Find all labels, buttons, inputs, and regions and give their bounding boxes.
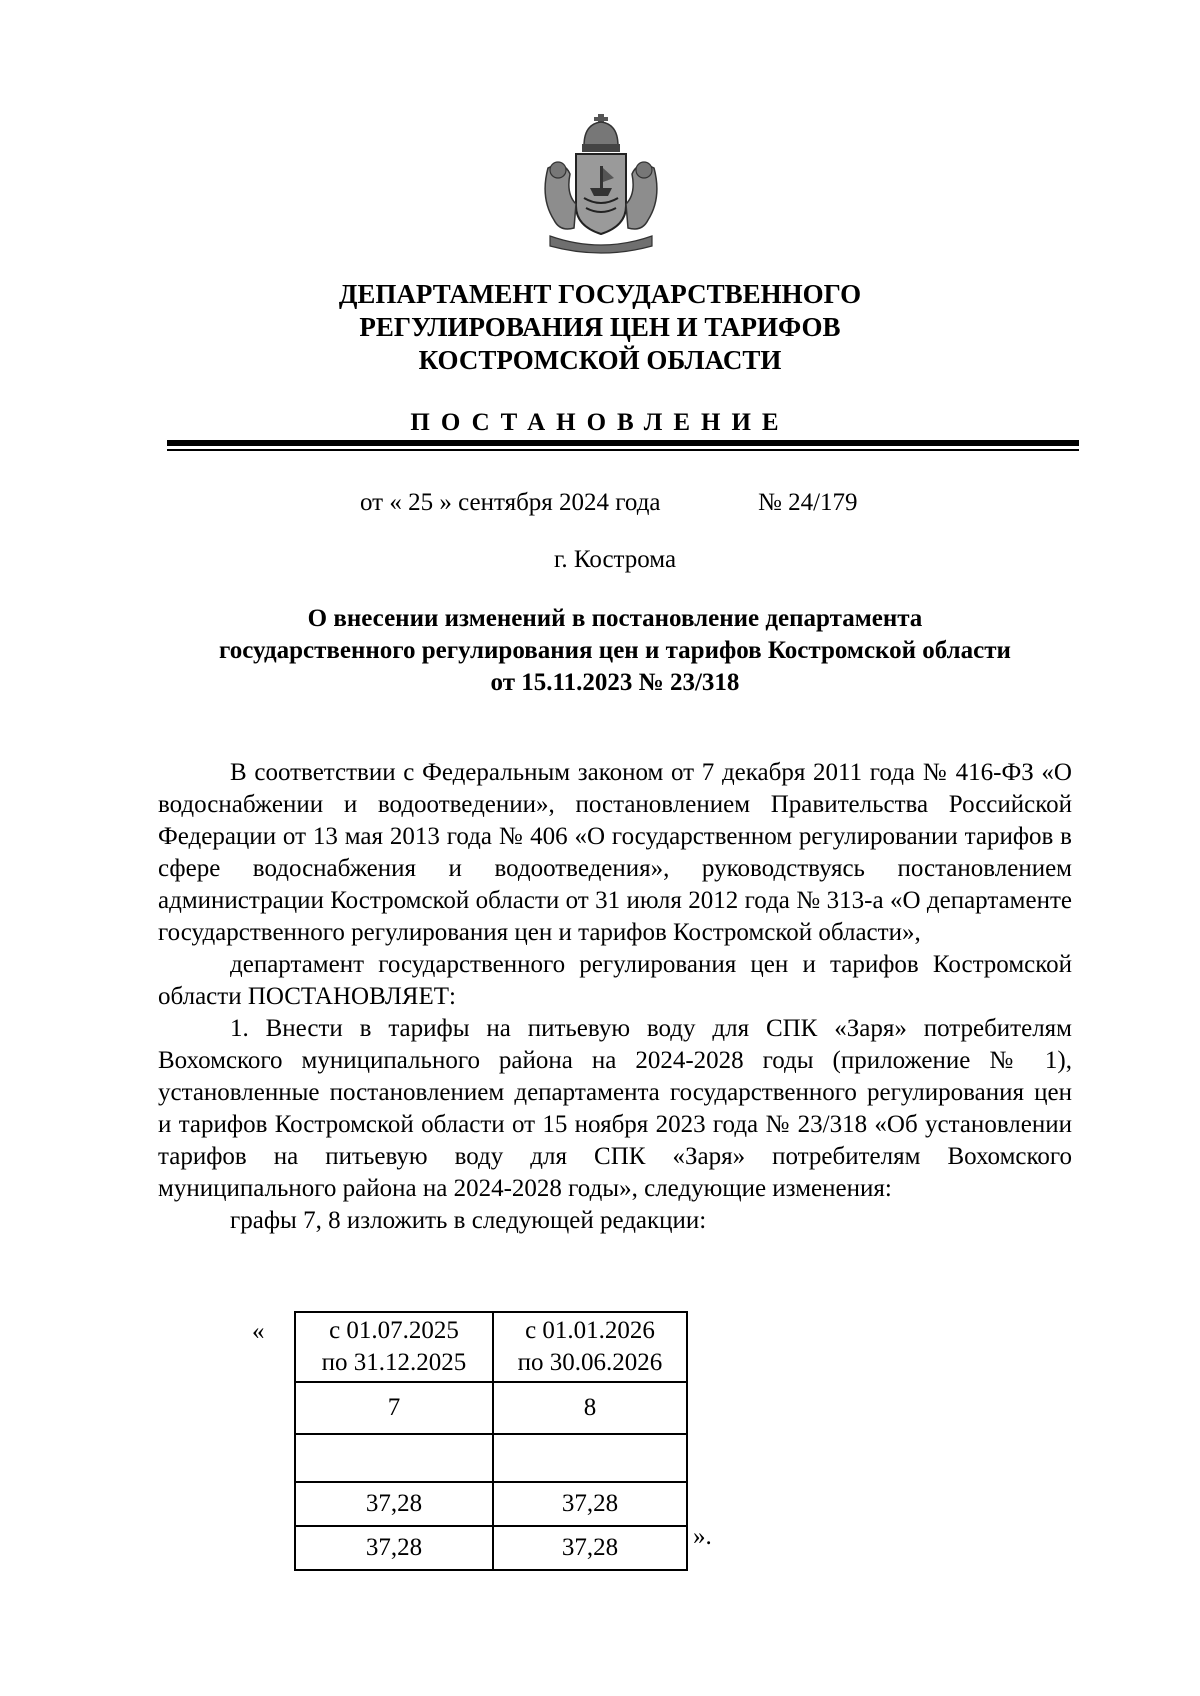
- document-subject: [150, 603, 1080, 699]
- department-line: РЕГУЛИРОВАНИЯ ЦЕН И ТАРИФОВ: [359, 312, 841, 342]
- table-column-number-row: [295, 1382, 687, 1434]
- table-header-cell: [493, 1312, 687, 1382]
- department-name: [0, 278, 1200, 377]
- department-line: ДЕПАРТАМЕНТ ГОСУДАРСТВЕННОГО: [338, 279, 862, 309]
- document-type-title: ПОСТАНОВЛЕНИЕ: [410, 409, 790, 436]
- table-cell: [493, 1434, 687, 1482]
- tariff-table: [294, 1311, 688, 1571]
- table-cell: [295, 1434, 493, 1482]
- kostroma-coat-of-arms-icon: [540, 108, 688, 260]
- document-date: от « 25 » сентября 2024 года: [360, 489, 661, 516]
- table-cell: 37,28: [493, 1482, 687, 1526]
- table-header-row: [295, 1312, 687, 1382]
- preamble-paragraph: В соответствии с Федеральным законом от 7 декабря 2011 года № 416-ФЗ «О водоснабжении и водоотведении», постановлением Правительства Российской Федерации от 13 мая 2013 года № 406 «О государственном регулировании тарифов в сфере водоснабжения и водоотведения», руководствуясь постановлением администрации Костромской области от 31 июля 2012 года № 313-а «О департаменте государственного регулирования цен и тарифов Костромской области»,: [158, 759, 1072, 946]
- column-number-cell: 7: [295, 1382, 493, 1434]
- table-quote-close: ».: [693, 1523, 712, 1550]
- table-row: [295, 1526, 687, 1570]
- column-number-cell: 8: [493, 1382, 687, 1434]
- header-divider-thick: [167, 440, 1079, 446]
- header-divider-thin: [167, 449, 1079, 451]
- period-start: с 01.01.2026: [525, 1317, 655, 1344]
- period-end: по 31.12.2025: [321, 1349, 467, 1376]
- table-cell: 37,28: [295, 1482, 493, 1526]
- item-1-paragraph: 1. Внести в тарифы на питьевую воду для СПК «Заря» потребителям Вохомского муниципального района на 2024-2028 годы (приложение № 1), установленные постановлением департамента государственного регулирования цен и тарифов Костромской области от 15 ноября 2023 года № 23/318 «Об установлении тарифов на питьевую воду для СПК «Заря» потребителям Вохомского муниципального района на 2024-2028 годы», следующие изменения:: [158, 1015, 1072, 1202]
- subject-line: от 15.11.2023 № 23/318: [490, 669, 740, 696]
- document-city: г. Кострома: [553, 546, 677, 573]
- document-body: [158, 757, 1072, 1237]
- subject-line: О внесении изменений в постановление департамента: [307, 605, 923, 632]
- table-header-cell: [295, 1312, 493, 1382]
- table-cell: 37,28: [493, 1526, 687, 1570]
- period-end: по 30.06.2026: [517, 1349, 663, 1376]
- table-row: [295, 1482, 687, 1526]
- table-row: [295, 1434, 687, 1482]
- table-quote-open: «: [252, 1318, 265, 1345]
- document-number: № 24/179: [758, 489, 858, 516]
- graphs-line: графы 7, 8 изложить в следующей редакции:: [230, 1207, 707, 1234]
- resolution-paragraph: департамент государственного регулирования цен и тарифов Костромской области ПОСТАНОВЛЯЕТ:: [158, 951, 1072, 1010]
- department-line: КОСТРОМСКОЙ ОБЛАСТИ: [418, 345, 782, 375]
- subject-line: государственного регулирования цен и тарифов Костромской области: [219, 637, 1011, 664]
- period-start: с 01.07.2025: [329, 1317, 459, 1344]
- coat-of-arms-emblem: [540, 108, 688, 260]
- table-cell: 37,28: [295, 1526, 493, 1570]
